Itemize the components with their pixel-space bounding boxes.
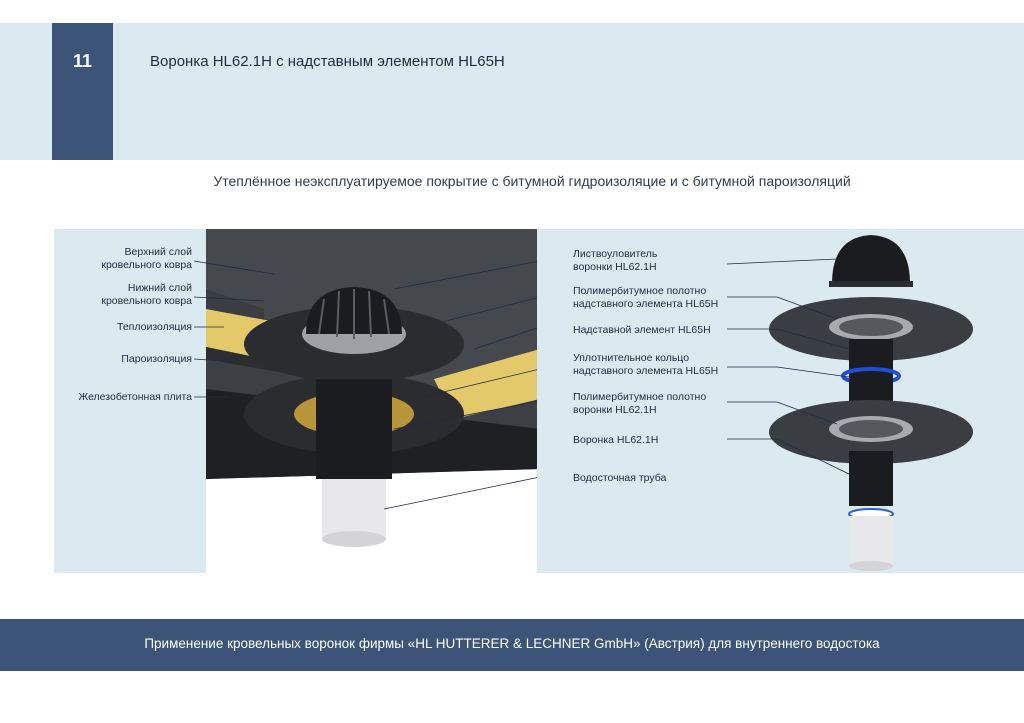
label-top-layer — [58, 246, 192, 272]
label-drain-pipe: Водосточная труба — [573, 472, 667, 484]
label-extension-element: Надставной элемент HL65H — [573, 324, 711, 336]
label-bottom-layer-line1: Нижний слой — [127, 282, 192, 294]
label-bottom-layer-line2: кровельного ковра — [101, 295, 192, 307]
label-leaf-catcher-line2: воронки HL62.1H — [573, 261, 657, 273]
label-bottom-layer — [58, 282, 192, 308]
label-membrane-funnel-line1: Полимербитумное полотно — [573, 391, 707, 403]
label-insulation: Теплоизоляция — [117, 321, 192, 333]
page-number-box — [52, 23, 113, 160]
label-membrane-funnel-line2: воронки HL62.1H — [573, 404, 657, 416]
footer-band — [0, 619, 1024, 671]
label-membrane-extension — [573, 285, 743, 311]
label-top-layer-line2: кровельного ковра — [101, 259, 192, 271]
subtitle: Утеплённое неэксплуатируемое покрытие с битумной гидроизоляцие и с битумной пароизоляций — [213, 173, 851, 189]
label-concrete-slab: Железобетонная плита — [78, 391, 192, 403]
page-title: Воронка HL62.1H с надставным элементом HL65H — [150, 53, 505, 70]
page-number: 11 — [72, 51, 93, 71]
label-top-layer-line1: Верхний слой — [124, 246, 192, 258]
label-leaf-catcher — [573, 248, 743, 274]
label-membrane-extension-line2: надставного элемента HL65H — [573, 298, 719, 310]
roof-section-panel — [54, 229, 540, 573]
label-seal-ring-line1: Уплотнительное кольцо — [573, 352, 690, 364]
label-membrane-funnel — [573, 391, 743, 417]
label-seal-ring — [573, 352, 743, 378]
components-panel — [537, 229, 1024, 573]
footer-text: Применение кровельных воронок фирмы «HL HUTTERER & LECHNER GmbH» (Австрия) для внутреннего водостока — [144, 636, 880, 651]
header-band — [0, 23, 1024, 160]
label-leaf-catcher-line1: Листвоуловитель — [573, 248, 658, 260]
label-funnel: Воронка HL62.1H — [573, 434, 659, 446]
label-seal-ring-line2: надставного элемента HL65H — [573, 365, 719, 377]
label-membrane-extension-line1: Полимербитумное полотно — [573, 285, 707, 297]
label-vapor-barrier: Пароизоляция — [121, 353, 192, 365]
